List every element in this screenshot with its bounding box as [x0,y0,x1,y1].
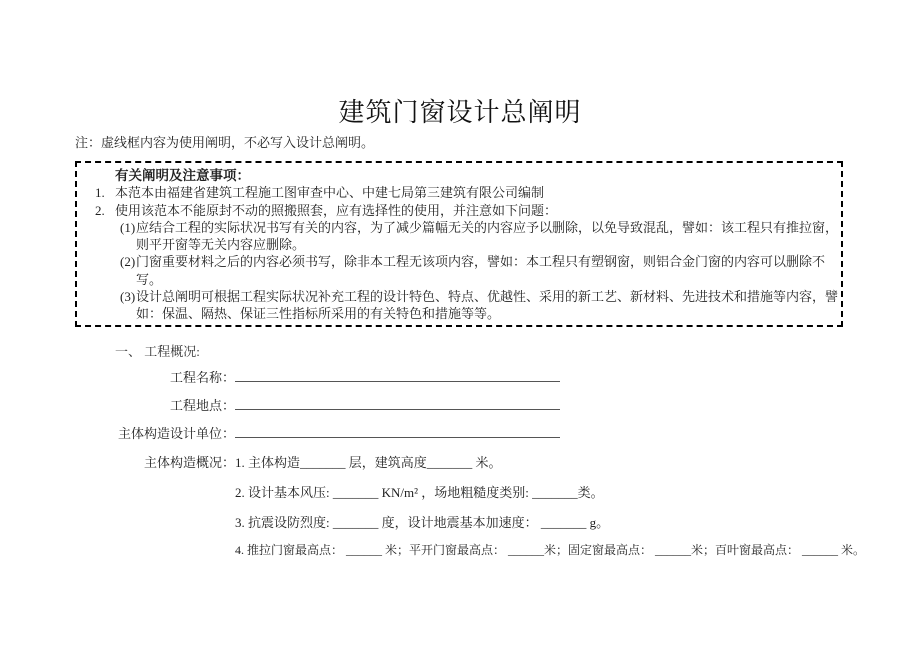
section-heading-project-overview: 一、 工程概况: [115,344,200,359]
notice-subitem-3 [77,288,841,323]
overview-row-1 [0,452,920,471]
notice-item-text: 本范本由福建省建筑工程施工图审查中心、中建七局第三建筑有限公司编制 [115,185,545,201]
notice-item-2 [77,202,841,219]
notice-box [75,161,843,327]
field-label-design-unit: 主体构造设计单位： [117,426,235,441]
notice-subitem-2 [77,253,841,288]
notice-item-1 [77,184,841,201]
notice-item-number: 1. [95,185,105,201]
overview-line-structure: 1. 主体构造_______ 层，建筑高度_______ 米。 [235,455,502,470]
notice-item-number: 2. [95,202,105,218]
overview-line-window-heights: 4. 推拉门窗最高点： ______ 米；平开门窗最高点： ______米；固定窗最高点： ______米；百叶窗最高点： ______ 米。 [235,543,866,557]
notice-subitem-number: (2) [120,254,136,270]
field-label-project-name: 工程名称： [169,370,235,385]
notice-subitem-number: (3) [120,289,136,305]
overview-line-seismic: 3. 抗震设防烈度: _______ 度，设计地震基本加速度： _______ g。 [235,515,610,530]
notice-subitem-text: 应结合工程的实际状况书写有关的内容，为了减少篇幅无关的内容应予以删除，以免导致混乱，譬如：该工程只有推拉窗，则平开窗等无关内容应删除。 [136,219,839,253]
notice-subitem-number: (1) [120,219,136,235]
blank-line-design-unit [235,422,560,438]
notice-item-text: 使用该范本不能原封不动的照搬照套，应有选择性的使用，并注意如下问题： [115,202,558,218]
field-row-project-name [0,366,920,386]
field-row-project-location [0,394,920,414]
usage-note: 注：虚线框内容为使用阐明，不必写入设计总阐明。 [75,135,375,150]
notice-subitem-1 [77,219,841,254]
blank-line-project-name [235,366,560,382]
field-label-project-location: 工程地点： [169,398,235,413]
blank-line-project-location [235,394,560,410]
overview-label: 主体构造概况： [143,455,235,470]
field-row-design-unit [0,422,920,442]
notice-heading: 有关阐明及注意事项： [115,168,250,183]
notice-subitem-text: 设计总阐明可根据工程实际状况补充工程的设计特色、特点、优越性、采用的新工艺、新材料、先进技术和措施等内容，譬如：保温、隔热、保证三性指标所采用的有关特色和措施等等。 [136,289,839,322]
notice-subitem-text: 门窗重要材料之后的内容必须书写，除非本工程无该项内容，譬如：本工程只有塑钢窗，则铝合金门窗的内容可以删除不写。 [136,254,826,287]
page-title: 建筑门窗设计总阐明 [338,98,582,127]
overview-line-wind-pressure: 2. 设计基本风压: _______ KN/m² ，场地粗糙度类别: _______类。 [235,485,604,500]
